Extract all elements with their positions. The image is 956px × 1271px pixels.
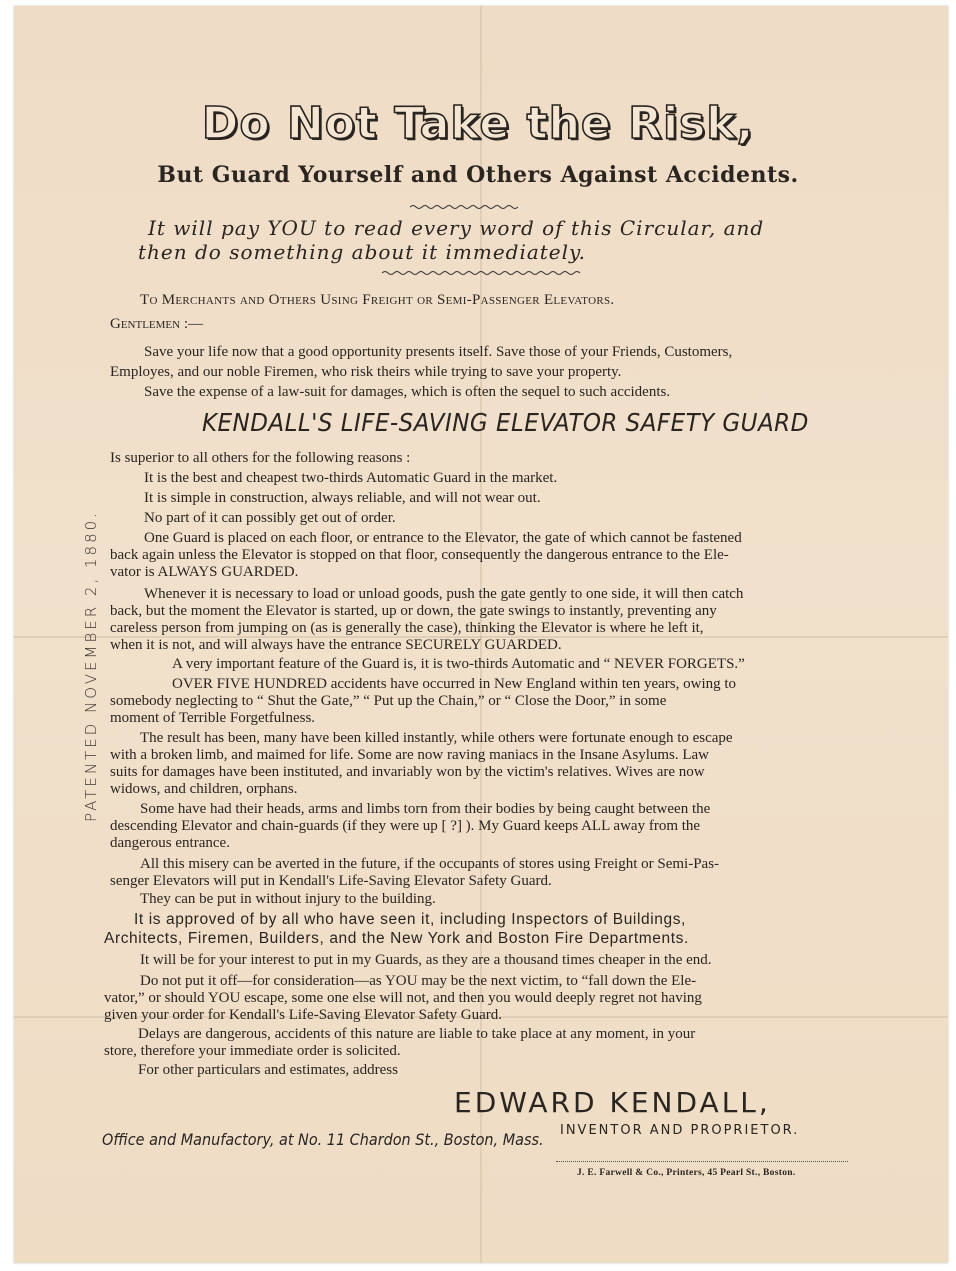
intro-line-2: then do something about it immediately. — [138, 240, 587, 264]
dotted-rule — [556, 1161, 848, 1162]
para-approved-line: It is approved of by all who have seen it, including Inspectors of Buildings, — [134, 911, 686, 928]
para-result-line: suits for damages have been instituted, and invariably won by the victim's relatives. Wives are now — [110, 764, 705, 780]
opening-line: Save your life now that a good opportunity presents itself. Save those of your Friends, Customers, — [144, 344, 733, 360]
opening-line: Save the expense of a law-suit for damages, which is often the sequel to such accidents. — [144, 384, 671, 400]
para-result-line: The result has been, many have been killed instantly, while others were fortunate enough to escape — [140, 730, 733, 746]
ornament-squiggle — [410, 204, 520, 210]
reason-item: No part of it can possibly get out of order. — [144, 510, 396, 526]
printer-credit: J. E. Farwell & Co., Printers, 45 Pearl St., Boston. — [577, 1168, 796, 1178]
para-delays-line: Delays are dangerous, accidents of this nature are liable to take place at any moment, in your — [138, 1026, 696, 1042]
intro-line-1: It will pay YOU to read every word of this Circular, and — [148, 216, 765, 240]
salutation: Gentlemen :— — [110, 316, 204, 332]
para-guard-line: One Guard is placed on each floor, or entrance to the Elevator, the gate of which cannot be fastened — [144, 530, 742, 546]
para-accidents-line: somebody neglecting to “ Shut the Gate,” “ Put up the Chain,” or “ Close the Door,” in some — [110, 693, 667, 709]
reason-item: It is simple in construction, always reliable, and will not wear out. — [144, 490, 541, 506]
para-heads-line: Some have had their heads, arms and limbs torn from their bodies by being caught between the — [140, 801, 711, 817]
signer-role: INVENTOR AND PROPRIETOR. — [560, 1123, 800, 1138]
para-loading-line: when it is not, and will always have the entrance SECURELY GUARDED. — [110, 637, 562, 653]
para-result-line: with a broken limb, and maimed for life. Some are now raving maniacs in the Insane Asylums. Law — [110, 747, 710, 763]
reason-item: It is the best and cheapest two-thirds Automatic Guard in the market. — [144, 470, 558, 486]
office-address: Office and Manufactory, at No. 11 Chardon St., Boston, Mass. — [102, 1130, 544, 1149]
para-heads-line: dangerous entrance. — [110, 835, 230, 851]
para-putoff-line: Do not put it off—for consideration—as YOU may be the next victim, to “fall down the Ele- — [140, 973, 697, 989]
para-loading-line: careless person from jumping on (as is generally the case), thinking the Elevator is where he left it, — [110, 620, 704, 636]
para-approved-line: Architects, Firemen, Builders, and the New York and Boston Fire Departments. — [104, 930, 689, 947]
para-result-line: widows, and children, orphans. — [110, 781, 298, 797]
para-interest: It will be for your interest to put in my Guards, as they are a thousand times cheaper in the end. — [140, 952, 712, 968]
para-loading-line: back, but the moment the Elevator is started, up or down, the gate swings to instantly, preventing any — [110, 603, 717, 619]
para-putoff-line: given your order for Kendall's Life-Saving Elevator Safety Guard. — [104, 1007, 502, 1023]
para-misery-line: All this misery can be averted in the future, if the occupants of stores using Freight or Semi-Pas- — [140, 856, 720, 872]
circular-subtitle: But Guard Yourself and Others Against Accidents. — [157, 162, 799, 188]
address-to: To Merchants and Others Using Freight or Semi-Passenger Elevators. — [140, 292, 615, 308]
patent-notice: PATENTED NOVEMBER 2, 1880. — [82, 510, 100, 822]
para-feature: A very important feature of the Guard is, it is two-thirds Automatic and “ NEVER FORGETS.” — [172, 656, 745, 672]
product-heading: KENDALL'S LIFE-SAVING ELEVATOR SAFETY GUARD — [202, 408, 809, 437]
para-putoff-line: vator,” or should YOU escape, some one else will not, and then you would deeply regret not having — [104, 990, 702, 1006]
signer-name: EDWARD KENDALL, — [454, 1086, 771, 1119]
para-guard-line: back again unless the Elevator is stopped on that floor, consequently the dangerous entrance to the Ele- — [110, 547, 729, 563]
para-loading-line: Whenever it is necessary to load or unload goods, push the gate gently to one side, it will then catch — [144, 586, 744, 602]
para-accidents-line: moment of Terrible Forgetfulness. — [110, 710, 316, 726]
para-delays-line: store, therefore your immediate order is solicited. — [104, 1043, 401, 1059]
circular-title: Do Not Take the Risk, — [201, 98, 755, 149]
para-guard-line: vator is ALWAYS GUARDED. — [110, 564, 299, 580]
para-particulars: For other particulars and estimates, address — [138, 1062, 398, 1078]
opening-line: Employes, and our noble Firemen, who risk theirs while trying to save your property. — [110, 364, 622, 380]
para-heads-line: descending Elevator and chain-guards (if they were up [ ?] ). My Guard keeps ALL away from the — [110, 818, 701, 834]
reasons-intro: Is superior to all others for the following reasons : — [110, 450, 411, 466]
ornament-squiggle — [382, 270, 582, 276]
para-misery-line: senger Elevators will put in Kendall's Life-Saving Elevator Safety Guard. — [110, 873, 552, 889]
para-accidents-line: OVER FIVE HUNDRED accidents have occurred in New England within ten years, owing to — [172, 676, 737, 692]
para-injury: They can be put in without injury to the building. — [140, 891, 436, 907]
